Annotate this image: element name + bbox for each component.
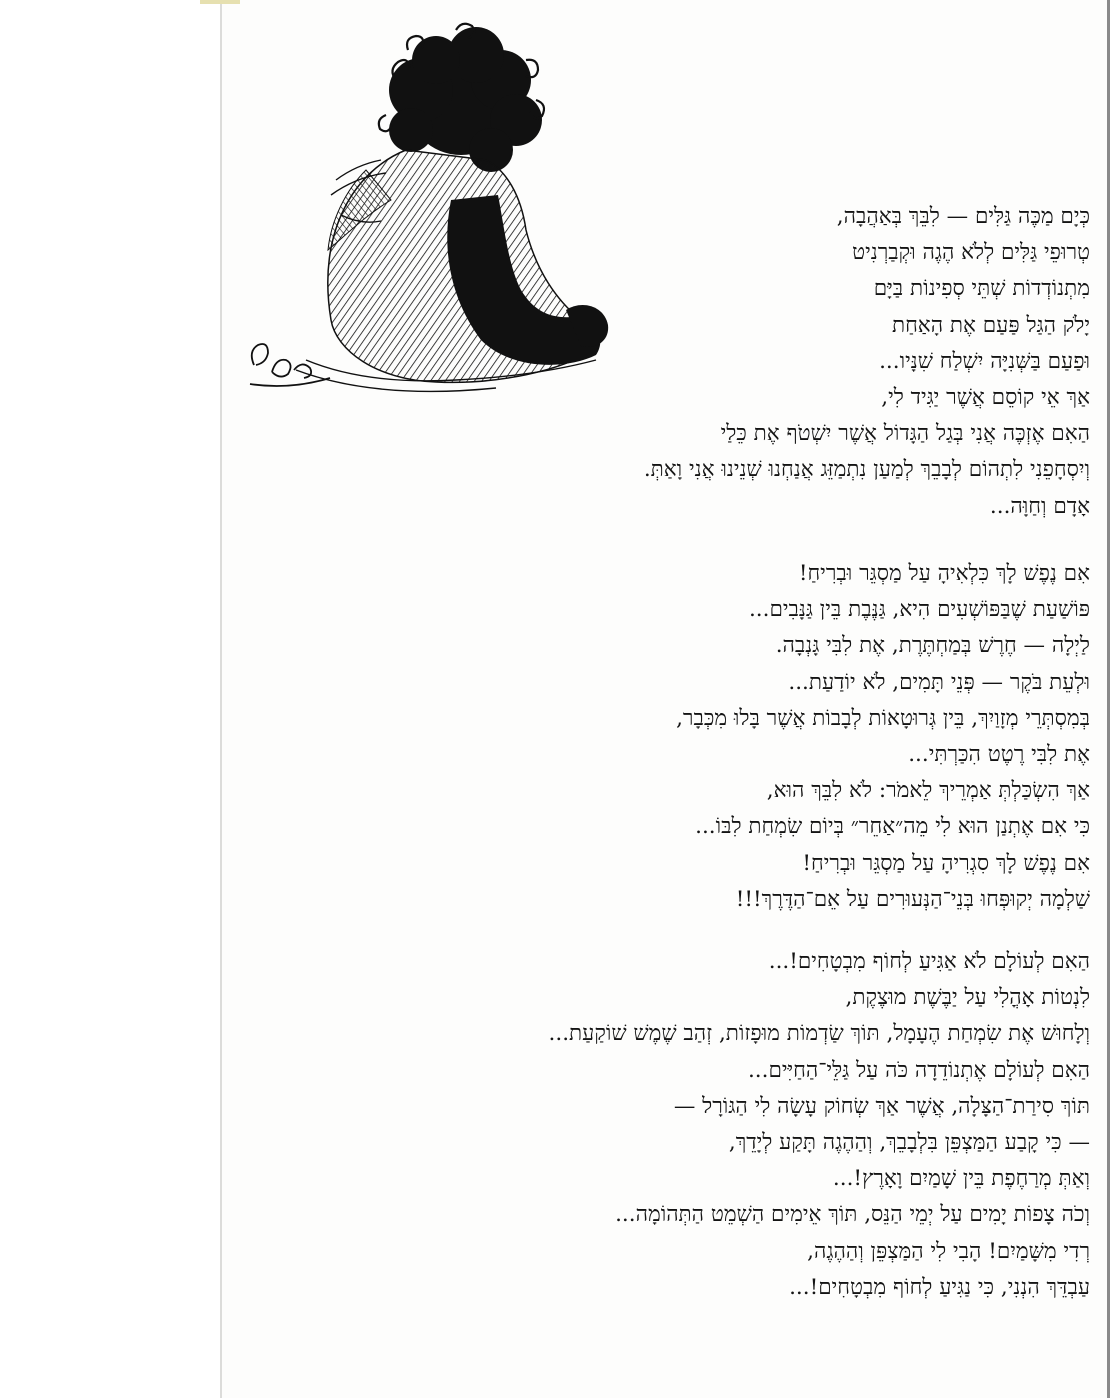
poem-line: וְלָחוּשׁ אֶת שִׂמְחַת הֶעָמָל, תּוֹךְ שַׂדְמוֹת מוּפָזוֹת, זְהַב שֶׁמֶשׁ שׁוֹקַעַת...: [548, 1021, 1090, 1047]
poem-line: אִם נֶפֶשׁ לָךְ כִּלְאִיהָ עַל מַסְגֵּר וּבְרִיחַ!: [798, 561, 1090, 586]
poem-line: וּפַעַם בַּשְּׁנִיָּה יִשְׁלַח שִׁנָּיו...: [879, 348, 1090, 374]
poem-line: שַׁלְמָה יְקוּפְּחוּ בְּנֵי־הַנְּעוּרִים עַל אֵם־הַדֶּרֶךְ!!!: [735, 886, 1090, 912]
poem-line: לִנְטוֹת אָהֳלִי עַל יַבֶּשֶׁת מוּצֶקֶת,: [845, 985, 1090, 1011]
page-top-mark: [200, 0, 240, 4]
poem-stanza-3: [549, 944, 1090, 1306]
page-margin: [0, 0, 222, 1398]
poem-line: פּוֹשַׁעַת שֶׁבַּפּוֹשְׁעִים הִיא, גַּנֶּבֶת בֵּין גַּנָּבִים...: [748, 597, 1090, 623]
poem-line: כִּי אִם אֶתְנַן הוּא לִי מֵה״אַחֵר״ בְּיוֹם שִׂמְחַת לִבּוֹ...: [695, 814, 1090, 840]
poem-line: אַךְ אֵי קוֹסֵם אֲשֶׁר יַגִּיד לִי,: [881, 384, 1090, 410]
poem-stanza-1: [644, 199, 1090, 525]
poem-line: אַךְ הִשְׂכַּלְתְּ אַמְרֵיךְ לֵאמֹר: לֹא לִבֵּךְ הוּא,: [766, 778, 1090, 804]
poem-line: יָלֹק הַגַּל פַּעַם אֶת הָאַחַת: [891, 312, 1090, 338]
poem-line: בְּמִסְתְּרֵי מְזָוַיִךְ, בֵּין גְּרוּטָאוֹת לְבָבוֹת אֲשֶׁר בָּלוּ מִכְּבָר,: [676, 705, 1090, 731]
poem-line: לַיְלָה — חֶרֶשׁ בְּמַחְתֶּרֶת, אֶת לִבִּי גָּנְבָה.: [775, 633, 1090, 659]
poem-line: וְכֹה צָפוֹת יָמִים עַל יְמֵי הַנֵּס, תּוֹךְ אֵימִים הַשְׁמֵט הַתְּהוֹמָה...: [615, 1202, 1090, 1228]
poem-line: אֶת לִבִּי רֶטֶט הִכַּרְתִּי...: [908, 741, 1090, 767]
poem-line: אִם נֶפֶשׁ לָךְ סִגְרִיהָ עַל מַסְגֵּר וּבְרִיחַ!: [802, 850, 1090, 876]
binding-edge: [220, 0, 222, 1398]
poem-line: וּלְעֵת בֹּקֶר — פְּנֵי תָּמִים, לֹא יוֹדַעַת...: [788, 669, 1090, 695]
poem-line: תּוֹךְ סִירַת־הַצָּלָה, אֲשֶׁר אַךְ שְׂחוֹק עָשָׂה לִי הַגּוֹרָל —: [673, 1093, 1090, 1119]
poem-line: מִתְנוֹדְדוֹת שְׁתֵּי סְפִינוֹת בַּיָּם: [873, 276, 1090, 302]
poem-line: אָדָם וְחַוָּה...: [989, 493, 1090, 519]
ink-sketch-figure-icon: [236, 20, 636, 420]
poem-line: הַאִם אֶזְכֶּה אֲנִי בְּגַל הַגָּדוֹל אֲשֶׁר יִשְׁטֹף אֶת כֵּלַי: [720, 421, 1090, 447]
poem-line: וְאַתְּ מְרַחֶפֶת בֵּין שָׁמַיִם וָאָרֶץ!...: [832, 1166, 1090, 1192]
poem-line: הַאִם לְעוֹלָם לֹא אַגִּיעַ לְחוֹף מִבְטָחִים!...: [768, 949, 1090, 974]
poem-line: עַבְדֵּךְ הִנְנִי, כִּי נַגִּיעַ לְחוֹף מִבְטָחִים!...: [789, 1274, 1090, 1300]
poem-stanza-2: [676, 556, 1090, 918]
poem-line: כְּיָם מַכֶּה גַּלִּים — לִבֵּךְ בְּאַהֲבָה,: [836, 204, 1090, 229]
poem-line: הַאִם לְעוֹלָם אֶתְנוֹדֵדָה כֹּה עַל גַּלֵּי־הַחַיִּים...: [747, 1057, 1090, 1083]
poem-line: רְדִי מִשָּׁמַיִם! הָבִי לִי הַמַּצְפֵּן וְהַהֶגֶה,: [807, 1238, 1090, 1264]
poem-line: וְיִסְחָפֵנִי לִתְהוֹם לְבָבֵךְ לְמַעַן נִתְמַזֵּג אֲנַחְנוּ שְׁנֵינוּ אֲנִי וָאַתְּ.: [643, 457, 1090, 483]
poem-line: טְרוּפֵי גַּלִּים לְלֹא הֶגֶה וּקְבַרְנִיט: [852, 240, 1090, 266]
poem-line: — כִּי קָבַע הַמַּצְפֵּן בִּלְבָבֵךְ, וְהַהֶגֶה תָּקַע לְיָדֵךְ,: [728, 1129, 1090, 1155]
